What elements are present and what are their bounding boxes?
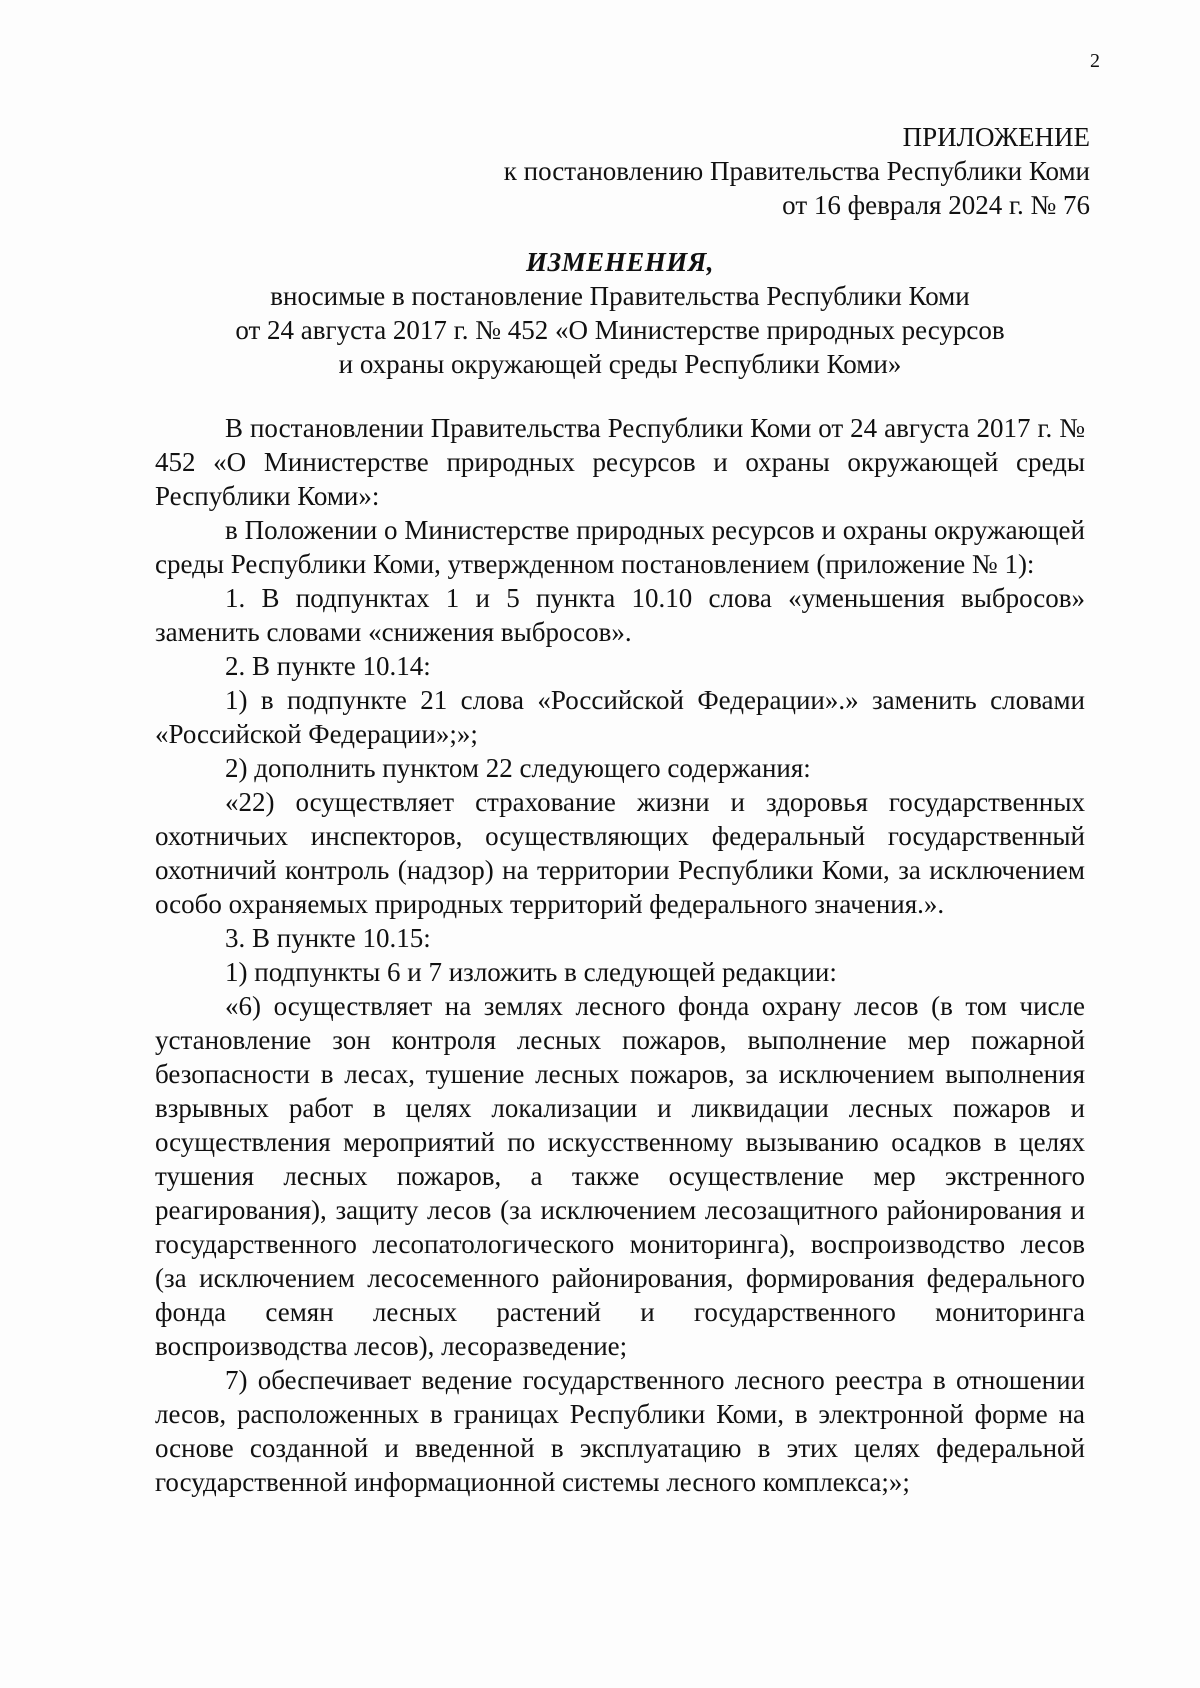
paragraph: В постановлении Правительства Республики Коми от 24 августа 2017 г. № 452 «О Министерстве природных ресурсов и охраны окружающей среды Республики Коми»: (155, 413, 1085, 511)
title-line-2: от 24 августа 2017 г. № 452 «О Министерстве природных ресурсов (235, 315, 1005, 345)
document-body (155, 411, 1085, 1499)
appendix-header (390, 120, 1090, 222)
document-title-block (150, 245, 1090, 381)
appendix-label: ПРИЛОЖЕНИЕ (902, 122, 1090, 152)
paragraph: 2) дополнить пунктом 22 следующего содержания: (225, 753, 811, 783)
paragraph: в Положении о Министерстве природных ресурсов и охраны окружающей среды Республики Коми, утвержденном постановлением (приложение № 1): (155, 515, 1085, 579)
paragraph: 7) обеспечивает ведение государственного лесного реестра в отношении лесов, расположенных в границах Республики Коми, в электронной форме на основе созданной и введенной в эксплуатацию в этих целях федеральной государственной информационной системы лесного комплекса;»; (155, 1365, 1085, 1497)
appendix-resolution-line: к постановлению Правительства Республики Коми (503, 156, 1090, 186)
appendix-date-line: от 16 февраля 2024 г. № 76 (782, 190, 1090, 220)
paragraph: 1. В подпунктах 1 и 5 пункта 10.10 слова «уменьшения выбросов» заменить словами «снижения выбросов». (155, 583, 1085, 647)
paragraph: 1) подпункты 6 и 7 изложить в следующей редакции: (225, 957, 837, 987)
paragraph: 3. В пункте 10.15: (225, 923, 431, 953)
document-title: ИЗМЕНЕНИЯ, (525, 247, 715, 277)
title-line-1: вносимые в постановление Правительства Республики Коми (270, 281, 970, 311)
paragraph: 1) в подпункте 21 слова «Российской Федерации».» заменить словами «Российской Федерации»;»; (155, 685, 1085, 749)
paragraph: «22) осуществляет страхование жизни и здоровья государственных охотничьих инспекторов, осуществляющих федеральный государственный охотничий контроль (надзор) на территории Республики Коми, за исключением особо охраняемых природных территорий федерального значения.». (155, 787, 1085, 919)
paragraph: 2. В пункте 10.14: (225, 651, 431, 681)
title-line-3: и охраны окружающей среды Республики Коми» (338, 349, 902, 379)
paragraph: «6) осуществляет на землях лесного фонда охрану лесов (в том числе установление зон контроля лесных пожаров, выполнение мер пожарной безопасности в лесах, тушение лесных пожаров, за исключением выполнения взрывных работ в целях локализации и ликвидации лесных пожаров и осуществления мероприятий по искусственному вызыванию осадков в целях тушения лесных пожаров, а также осуществление мер экстренного реагирования), защиту лесов (за исключением лесозащитного районирования и государственного лесопатологического мониторинга), воспроизводство лесов (за исключением лесосеменного районирования, формирования федерального фонда семян лесных растений и государственного мониторинга воспроизводства лесов), лесоразведение; (155, 991, 1085, 1361)
page-number: 2 (1090, 50, 1100, 72)
